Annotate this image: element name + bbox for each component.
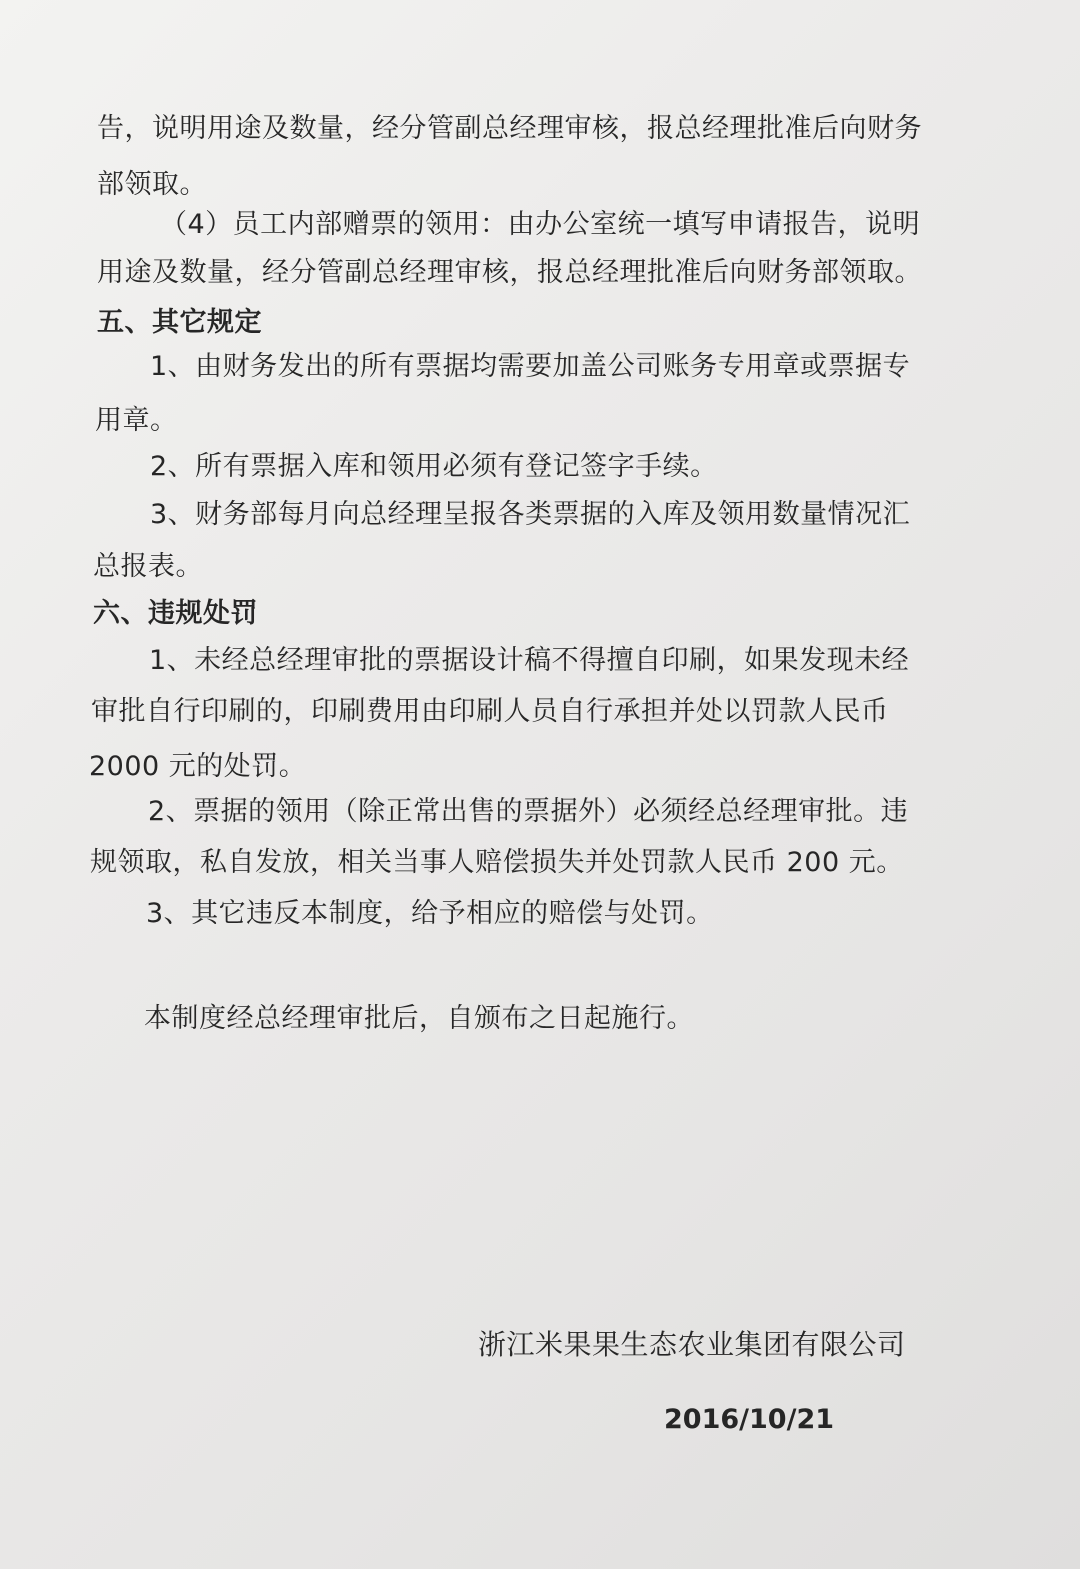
section-5-item-3-line-1: 3、财务部每月向总经理呈报各类票据的入库及领用数量情况汇: [150, 499, 911, 530]
closing-statement: 本制度经总经理审批后，自颁布之日起施行。: [144, 1003, 694, 1034]
section-6-item-1-line-2: 审批自行印刷的，印刷费用由印刷人员自行承担并处以罚款人民币: [91, 696, 889, 727]
section-6-heading: 六、违规处罚: [93, 598, 258, 629]
paragraph-2-line-1: （4）员工内部赠票的领用：由办公室统一填写申请报告，说明: [160, 209, 921, 240]
section-6-item-2-line-1: 2、票据的领用（除正常出售的票据外）必须经总经理审批。违: [148, 796, 909, 827]
section-6-item-1-line-3: 2000 元的处罚。: [89, 751, 307, 782]
section-5-item-1-line-1: 1、由财务发出的所有票据均需要加盖公司账务专用章或票据专: [150, 351, 911, 382]
section-5-heading: 五、其它规定: [97, 307, 262, 338]
section-6-item-2-line-2: 规领取，私自发放，相关当事人赔偿损失并处罚款人民币 200 元。: [90, 847, 904, 878]
section-5-item-1-line-2: 用章。: [95, 405, 178, 436]
paragraph-1-line-1: 告，说明用途及数量，经分管副总经理审核，报总经理批准后向财务: [97, 113, 922, 144]
paragraph-1-line-2: 部领取。: [97, 169, 207, 200]
section-6-item-3: 3、其它违反本制度，给予相应的赔偿与处罚。: [146, 898, 714, 929]
paragraph-2-line-2: 用途及数量，经分管副总经理审核，报总经理批准后向财务部领取。: [97, 257, 922, 288]
section-5-item-3-line-2: 总报表。: [93, 551, 203, 582]
section-6-item-1-line-1: 1、未经总经理审批的票据设计稿不得擅自印刷，如果发现未经: [149, 645, 910, 676]
company-name: 浙江米果果生态农业集团有限公司: [478, 1328, 906, 1361]
section-5-item-2: 2、所有票据入库和领用必须有登记签字手续。: [150, 451, 718, 482]
document-date: 2016/10/21: [664, 1404, 835, 1435]
